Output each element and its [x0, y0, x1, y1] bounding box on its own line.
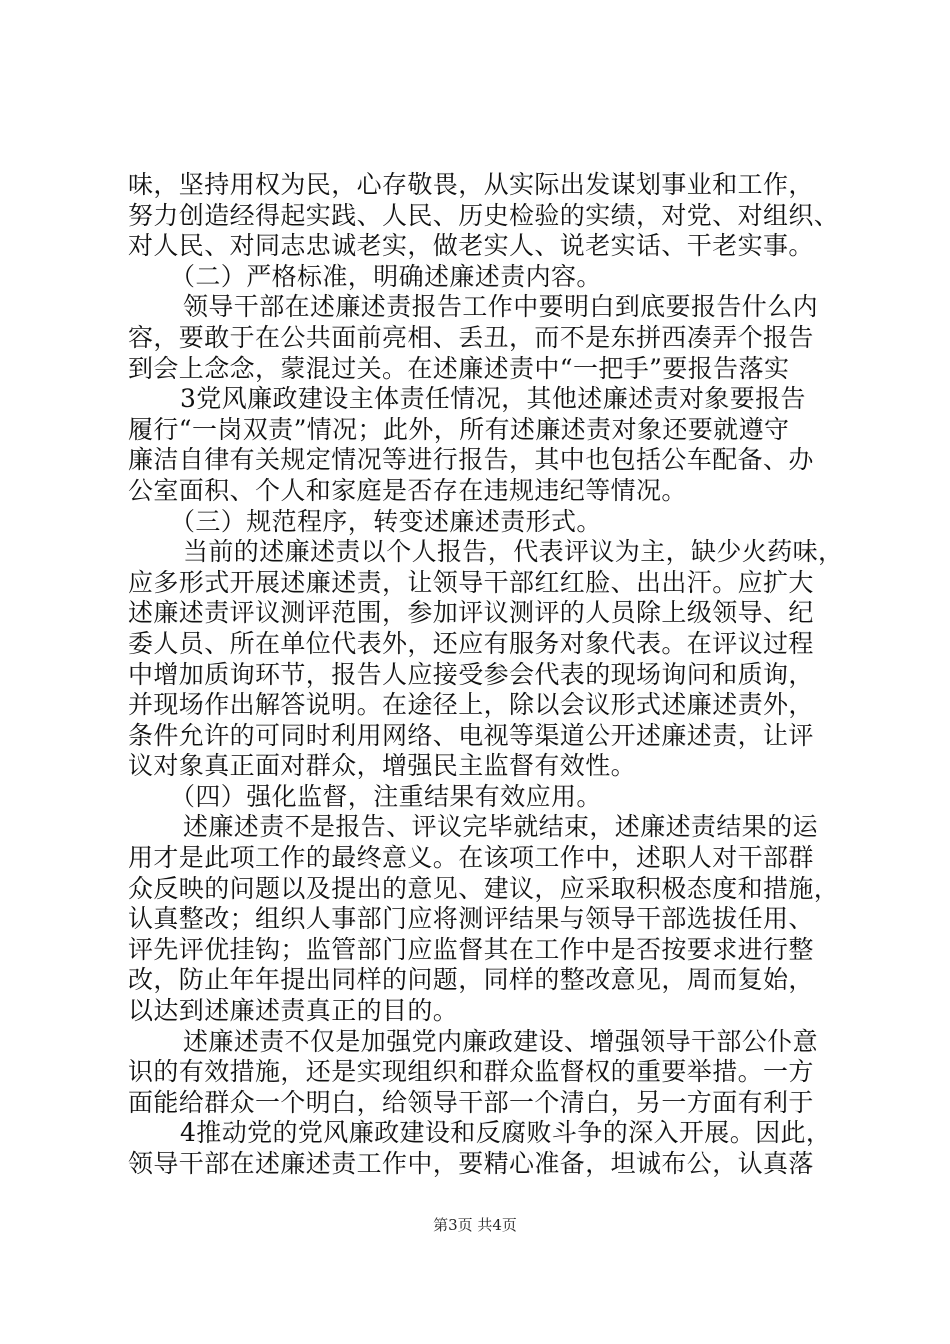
body-line: 识的有效措施，还是实现组织和群众监督权的重要举措。一方 — [128, 1057, 814, 1087]
body-line: 当前的述廉述责以个人报告，代表评议为主，缺少火药味， — [183, 537, 844, 567]
section-heading: （二）严格标准，明确述廉述责内容。 — [170, 261, 602, 291]
section-heading: （三）规范程序，转变述廉述责形式。 — [170, 506, 602, 536]
body-line: 述廉述责不仅是加强党内廉政建设、增强领导干部公仆意 — [183, 1026, 819, 1056]
body-line: 认真整改；组织人事部门应将测评结果与领导干部选拔任用、 — [128, 904, 814, 934]
body-line: 众反映的问题以及提出的意见、建议，应采取积极态度和措施， — [128, 873, 840, 903]
body-line: 条件允许的可同时利用网络、电视等渠道公开述廉述责，让评 — [128, 720, 814, 750]
page-footer — [0, 1214, 950, 1235]
body-line: 述廉述责不是报告、评议完毕就结束，述廉述责结果的运 — [183, 812, 819, 842]
body-line: 履行“一岗双责”情况；此外，所有述廉述责对象还要就遵守 — [128, 414, 790, 444]
body-line: 并现场作出解答说明。在途径上，除以会议形式述廉述责外， — [128, 690, 814, 720]
body-line: 应多形式开展述廉述责，让领导干部红红脸、出出汗。应扩大 — [128, 567, 814, 597]
body-line: 3党风廉政建设主体责任情况，其他述廉述责对象要报告 — [180, 384, 806, 414]
body-line: 改，防止年年提出同样的问题，同样的整改意见，周而复始， — [128, 965, 814, 995]
body-line: 委人员、所在单位代表外，还应有服务对象代表。在评议过程 — [128, 628, 814, 658]
body-line: 公室面积、个人和家庭是否存在违规违纪等情况。 — [128, 475, 687, 505]
body-line: 以达到述廉述责真正的目的。 — [128, 996, 459, 1026]
body-line: 述廉述责评议测评范围，参加评议测评的人员除上级领导、纪 — [128, 598, 814, 628]
body-line: 中增加质询环节，报告人应接受参会代表的现场询问和质询， — [128, 659, 814, 689]
body-line: 评先评优挂钩；监管部门应监督其在工作中是否按要求进行整 — [128, 934, 814, 964]
section-heading: （四）强化监督，注重结果有效应用。 — [170, 781, 602, 811]
body-line: 廉洁自律有关规定情况等进行报告，其中也包括公车配备、办 — [128, 445, 814, 475]
body-line: 容，要敢于在公共面前亮相、丢丑，而不是东拼西凑弄个报告 — [128, 322, 814, 352]
body-line: 对人民、对同志忠诚老实，做老实人、说老实话、干老实事。 — [128, 231, 814, 261]
body-line: 到会上念念，蒙混过关。在述廉述责中“一把手”要报告落实 — [128, 353, 790, 383]
page-number: 第3页 共4页 — [433, 1216, 517, 1234]
body-line: 4推动党的党风廉政建设和反腐败斗争的深入开展。因此， — [180, 1118, 832, 1148]
body-line: 领导干部在述廉述责报告工作中要明白到底要报告什么内 — [183, 292, 819, 322]
body-line: 领导干部在述廉述责工作中，要精心准备，坦诚布公，认真落 — [128, 1149, 814, 1178]
body-line: 努力创造经得起实践、人民、历史检验的实绩，对党、对组织、 — [128, 200, 840, 230]
body-line: 面能给群众一个明白，给领导干部一个清白，另一方面有利于 — [128, 1087, 814, 1117]
document-body — [128, 170, 844, 1180]
body-line: 议对象真正面对群众，增强民主监督有效性。 — [128, 751, 637, 781]
body-line: 用才是此项工作的最终意义。在该项工作中，述职人对干部群 — [128, 843, 814, 873]
body-line: 味，坚持用权为民，心存敬畏，从实际出发谋划事业和工作， — [128, 170, 814, 199]
